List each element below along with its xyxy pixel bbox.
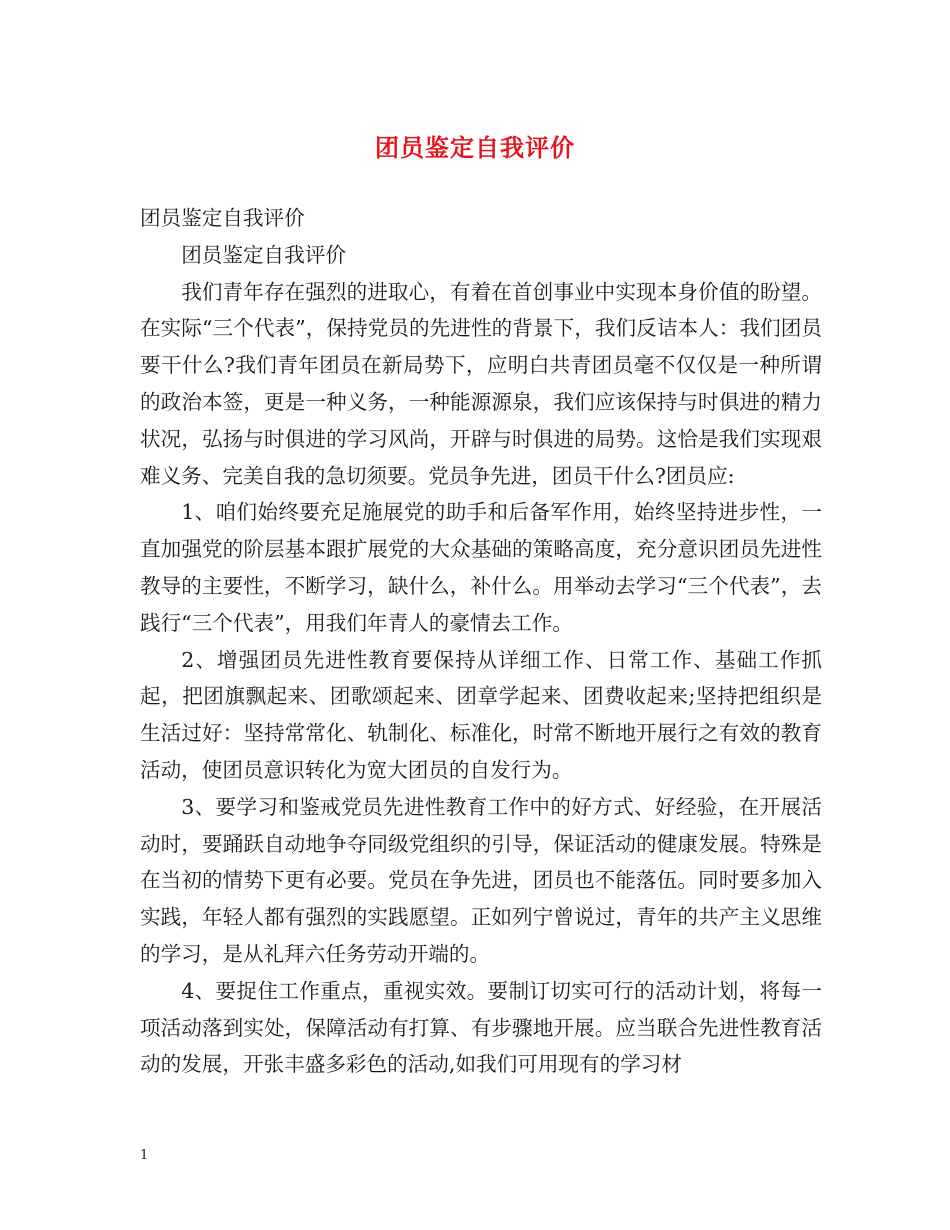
paragraph-point-1: 1、咱们始终要充足施展党的助手和后备军作用，始终坚持进步性，一直加强党的阶层基本跟扩展党的大众基础的策略高度，充分意识团员先进性教导的主要性，不断学习，缺什么，补什么。用举动去学习“三个代表”，去践行“三个代表”，用我们年青人的豪情去工作。: [140, 500, 822, 635]
document-title: 团员鉴定自我评价: [375, 133, 575, 162]
paragraph-intro: 我们青年存在强烈的进取心，有着在首创事业中实现本身价值的盼望。在实际“三个代表”，保持党员的先进性的背景下，我们反诘本人：我们团员要干什么?我们青年团员在新局势下，应明白共青团员毫不仅仅是一种所谓的政治本签，更是一种义务，一种能源源泉，我们应该保持与时俱进的精力状况，弘扬与时俱进的学习风尚，开辟与时俱进的局势。这恰是我们实现艰难义务、完美自我的急切须要。党员争先进，团员干什么?团员应:: [140, 279, 822, 488]
paragraph-point-3: 3、要学习和鉴戒党员先进性教育工作中的好方式、好经验，在开展活动时，要踊跃自动地争夺同级党组织的引导，保证活动的健康发展。特殊是在当初的情势下更有必要。党员在争先进，团员也不能落伍。同时要多加入实践，年轻人都有强烈的实践愿望。正如列宁曾说过，青年的共产主义思维的学习，是从礼拜六任务劳动开端的。: [140, 794, 822, 966]
paragraph-point-4: 4、要捉住工作重点，重视实效。要制订切实可行的活动计划，将每一项活动落到实处，保障活动有打算、有步骤地开展。应当联合先进性教育活动的发展，开张丰盛多彩色的活动,如我们可用现有的学习材: [140, 978, 822, 1077]
subheading-line: 团员鉴定自我评价: [181, 242, 346, 267]
page-number: 1: [140, 1148, 149, 1163]
paragraph-point-2: 2、增强团员先进性教育要保持从详细工作、日常工作、基础工作抓起，把团旗飘起来、团歌颂起来、团章学起来、团费收起来;坚持把组织是生活过好：坚持常常化、轨制化、标准化，时常不断地开展行之有效的教育活动，使团员意识转化为宽大团员的自发行为。: [140, 647, 822, 782]
document-body: [140, 200, 822, 1083]
heading-line: 团员鉴定自我评价: [140, 206, 305, 230]
